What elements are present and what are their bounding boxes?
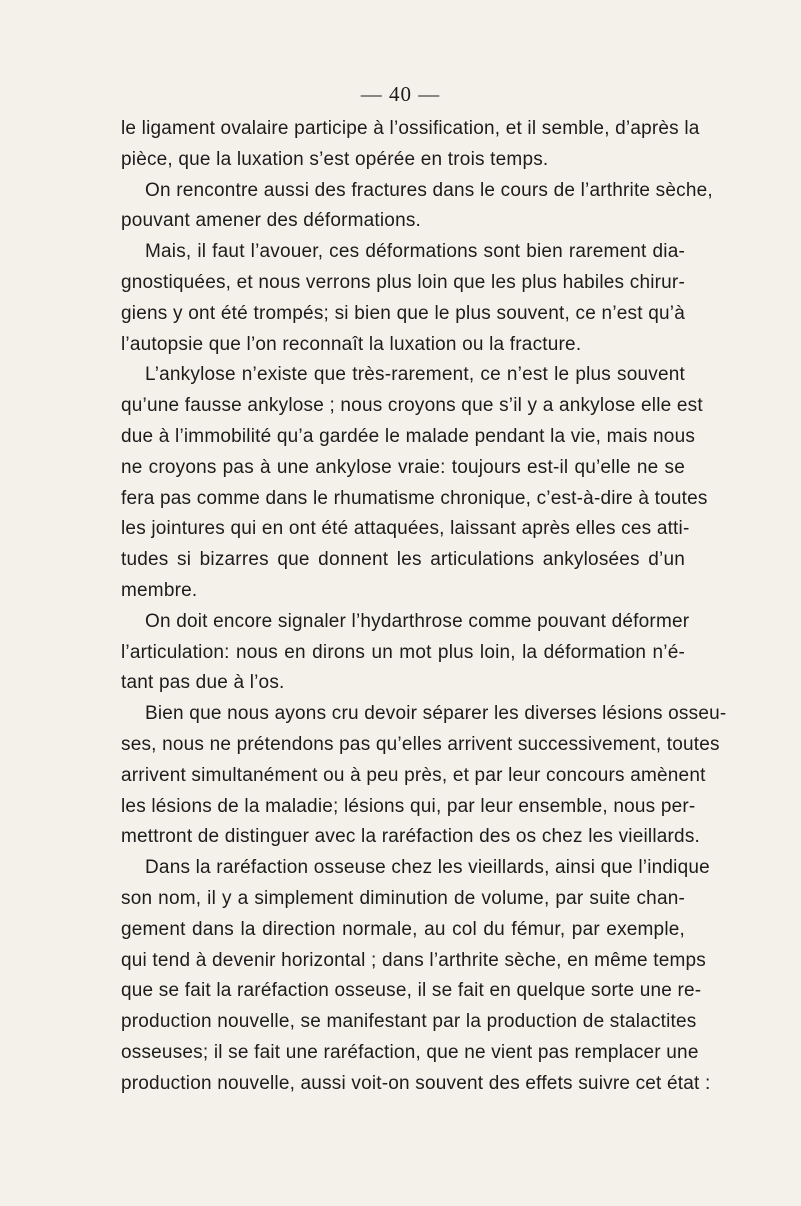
text-line: due à l’immobilité qu’a gardée le malade pendant la vie, mais nous — [121, 425, 696, 447]
text-line: Mais, il faut l’avouer, ces déformations sont bien rarement dia- — [145, 241, 685, 263]
text-line: osseuses; il se fait une raréfaction, que ne vient pas remplacer une — [121, 1041, 699, 1063]
text-line: le ligament ovalaire participe à l’ossification, et il semble, d’après la — [121, 118, 700, 139]
paragraph — [121, 237, 685, 360]
text-line: gement dans la direction normale, au col du fémur, par exemple, — [121, 918, 685, 940]
text-line: l’autopsie que l’on reconnaît la luxation ou la fracture. — [121, 333, 582, 355]
paragraph — [121, 176, 713, 238]
text-line: Dans la raréfaction osseuse chez les vieillards, ainsi que l’indique — [145, 857, 710, 879]
text-line: giens y ont été trompés; si bien que le plus souvent, ce n’est qu’à — [121, 302, 685, 324]
text-line: ne croyons pas à une ankylose vraie: toujours est-il qu’elle ne se — [121, 456, 685, 478]
text-line: arrivent simultanément ou à peu près, et par leur concours amènent — [121, 764, 706, 786]
page-number: — 40 — — [360, 82, 441, 106]
text-line: fera pas comme dans le rhumatisme chronique, c’est-à-dire à toutes — [121, 487, 708, 509]
text-line: que se fait la raréfaction osseuse, il se fait en quelque sorte une re- — [121, 980, 702, 1002]
paragraph — [121, 607, 690, 699]
text-line: les jointures qui en ont été attaquées, laissant après elles ces atti- — [121, 518, 690, 540]
text-line: son nom, il y a simplement diminution de volume, par suite chan- — [121, 887, 685, 909]
text-line: les lésions de la maladie; lésions qui, par leur ensemble, nous per- — [121, 795, 696, 817]
text-line: qu’une fausse ankylose ; nous croyons que s’il y a ankylose elle est — [121, 395, 703, 417]
body-text — [121, 114, 727, 1100]
text-line: production nouvelle, se manifestant par la production de stalactites — [121, 1011, 697, 1033]
text-line: On rencontre aussi des fractures dans le cours de l’arthrite sèche, — [145, 179, 713, 201]
text-line: l’articulation: nous en dirons un mot plus loin, la déformation n’é- — [121, 641, 685, 663]
text-line: pièce, que la luxation s’est opérée en trois temps. — [121, 148, 549, 170]
paragraph — [121, 360, 708, 606]
text-line: production nouvelle, aussi voit-on souvent des effets suivre cet état : — [121, 1072, 711, 1094]
text-line: membre. — [121, 579, 198, 601]
text-line: On doit encore signaler l’hydarthrose comme pouvant déformer — [145, 610, 690, 632]
text-line: Bien que nous ayons cru devoir séparer les diverses lésions osseu- — [145, 703, 727, 725]
paragraph — [121, 699, 727, 853]
text-line: tudes si bizarres que donnent les articulations ankylosées d’un — [121, 549, 685, 571]
text-line: qui tend à devenir horizontal ; dans l’arthrite sèche, en même temps — [121, 949, 706, 971]
text-line: mettront de distinguer avec la raréfaction des os chez les vieillards. — [121, 826, 700, 848]
paragraph — [121, 114, 700, 176]
text-line: L’ankylose n’existe que très-rarement, ce n’est le plus souvent — [145, 364, 685, 386]
text-line: tant pas due à l’os. — [121, 672, 285, 694]
paragraph — [121, 853, 711, 1099]
text-line: pouvant amener des déformations. — [121, 210, 422, 232]
text-line: gnostiquées, et nous verrons plus loin que les plus habiles chirur- — [121, 271, 685, 293]
text-line: ses, nous ne prétendons pas qu’elles arrivent successivement, toutes — [121, 733, 720, 755]
